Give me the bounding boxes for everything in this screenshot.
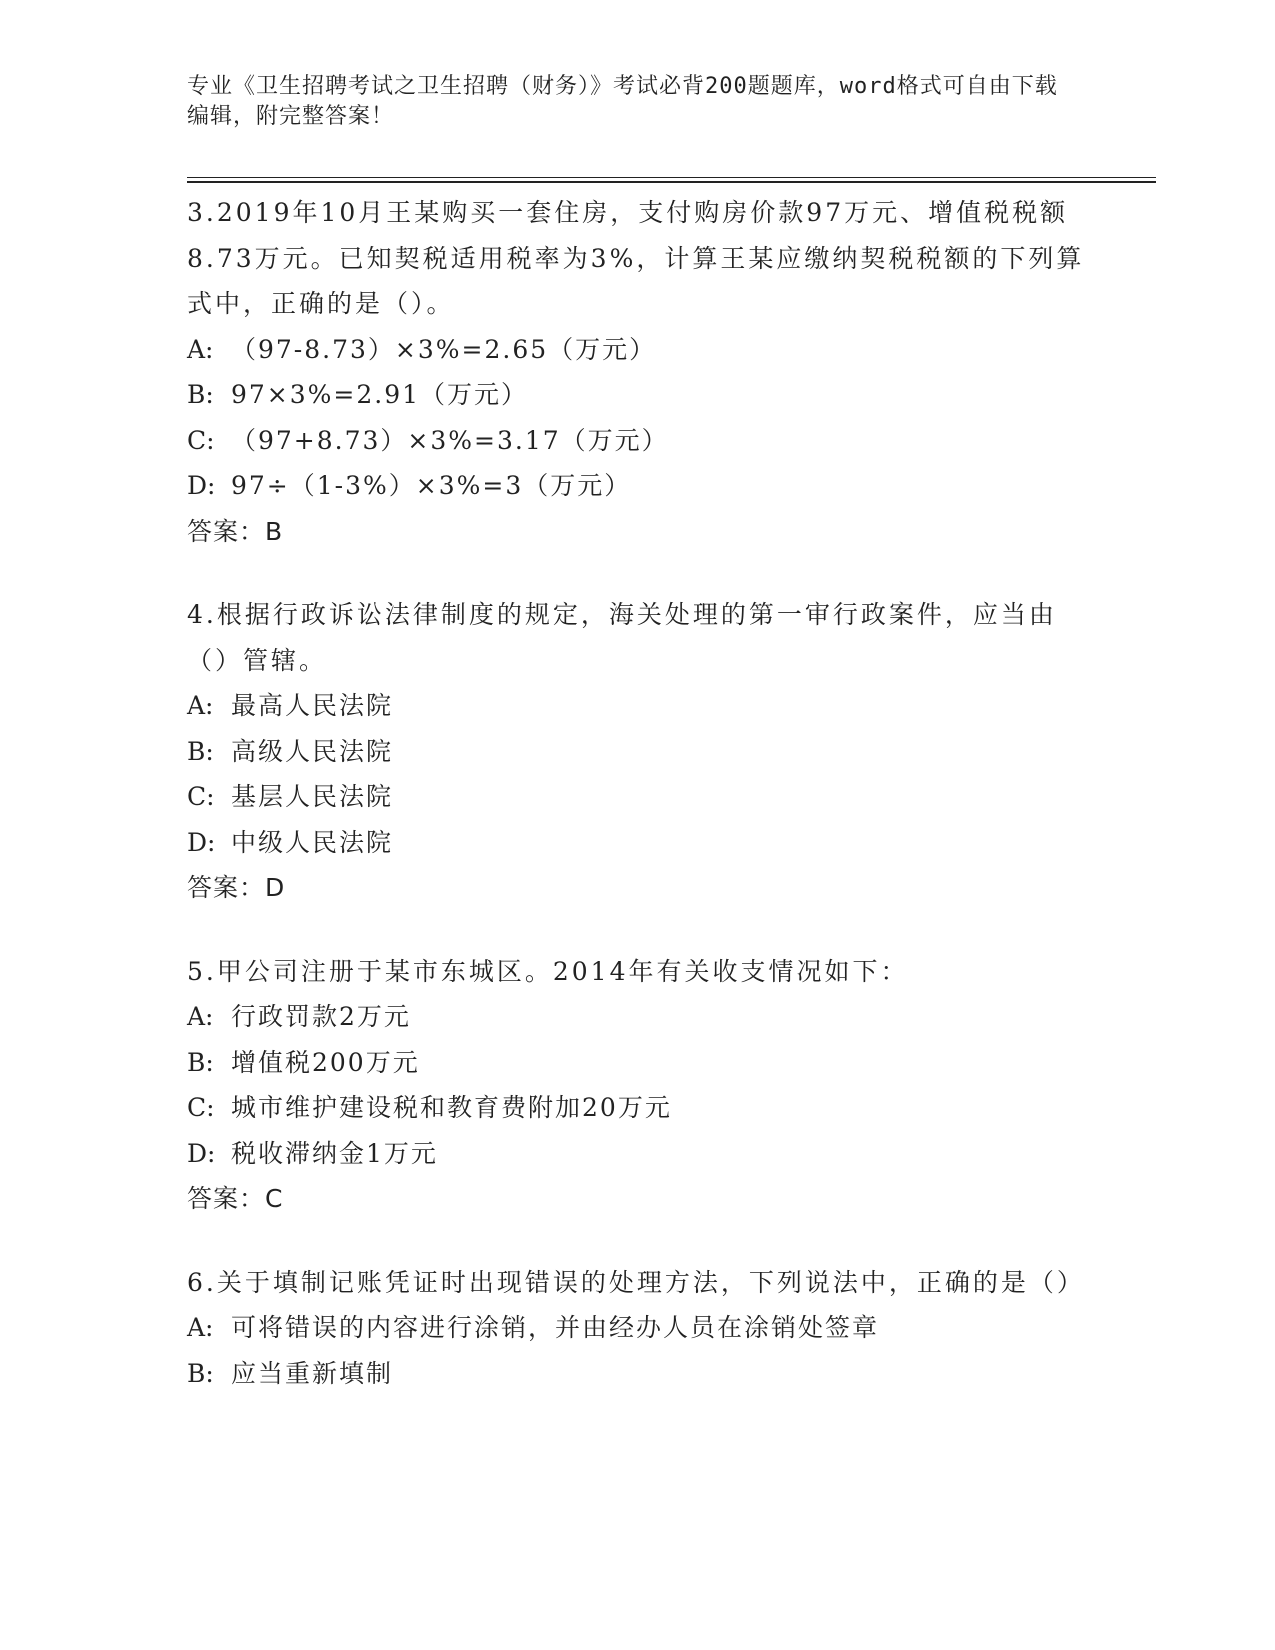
option-letter: B: bbox=[187, 736, 214, 766]
option-d bbox=[187, 1131, 1087, 1177]
option-letter: A: bbox=[187, 691, 214, 720]
option-letter: D: bbox=[187, 827, 216, 857]
option-text: 城市维护建设税和教育费附加20万元 bbox=[231, 1093, 672, 1122]
option-text: （97-8.73）×3%=2.65（万元） bbox=[231, 334, 657, 364]
option-text: 应当重新填制 bbox=[231, 1358, 394, 1388]
option-b bbox=[187, 729, 1087, 775]
question-text: 3.2019年10月王某购买一套住房，支付购房价款97万元、增值税税额8.73万元。已知契税适用税率为3%，计算王某应缴纳契税税额的下列算式中，正确的是（）。 bbox=[187, 198, 1085, 318]
question-6 bbox=[187, 1260, 1087, 1397]
option-d bbox=[187, 820, 1087, 866]
header-divider-thin bbox=[187, 177, 1156, 178]
question-4 bbox=[187, 592, 1087, 911]
option-text: 高级人民法院 bbox=[231, 736, 394, 766]
option-letter: C: bbox=[187, 425, 215, 455]
option-text: 税收滞纳金1万元 bbox=[231, 1138, 438, 1168]
option-letter: A: bbox=[187, 1313, 214, 1342]
answer-label: 答案：C bbox=[187, 1184, 284, 1213]
option-text: 97×3%=2.91（万元） bbox=[231, 380, 529, 409]
option-text: 97÷（1-3%）×3%=3（万元） bbox=[231, 471, 632, 500]
question-3 bbox=[187, 190, 1087, 554]
option-text: 可将错误的内容进行涂销，并由经办人员在涂销处签章 bbox=[231, 1313, 880, 1342]
option-c bbox=[187, 418, 1087, 464]
option-text: 中级人民法院 bbox=[231, 827, 394, 857]
option-a bbox=[187, 683, 1087, 729]
option-b bbox=[187, 372, 1087, 418]
option-letter: B: bbox=[187, 1047, 214, 1077]
question-5 bbox=[187, 949, 1087, 1222]
question-text: 5.甲公司注册于某市东城区。2014年有关收支情况如下： bbox=[187, 956, 909, 986]
option-text: （97+8.73）×3%=3.17（万元） bbox=[231, 425, 669, 455]
option-c bbox=[187, 1085, 1087, 1131]
option-b bbox=[187, 1351, 1087, 1397]
document-header: 专业《卫生招聘考试之卫生招聘（财务）》考试必背200题题库，word格式可自由下载编辑，附完整答案！ bbox=[187, 74, 1058, 129]
answer-label: 答案：D bbox=[187, 873, 286, 902]
header-divider-thick bbox=[187, 181, 1156, 183]
option-text: 增值税200万元 bbox=[231, 1047, 420, 1077]
answer-label: 答案：B bbox=[187, 516, 284, 546]
option-letter: A: bbox=[187, 1002, 214, 1031]
option-a bbox=[187, 994, 1087, 1040]
option-a bbox=[187, 327, 1087, 373]
option-letter: C: bbox=[187, 782, 215, 811]
option-letter: D: bbox=[187, 1138, 216, 1168]
option-letter: C: bbox=[187, 1093, 215, 1122]
question-text: 6.关于填制记账凭证时出现错误的处理方法，下列说法中，正确的是（） bbox=[187, 1267, 1085, 1297]
option-d bbox=[187, 463, 1087, 509]
option-letter: D: bbox=[187, 471, 216, 500]
option-letter: B: bbox=[187, 380, 214, 409]
question-list bbox=[187, 190, 1087, 1434]
option-text: 最高人民法院 bbox=[231, 691, 394, 720]
option-a bbox=[187, 1305, 1087, 1351]
option-c bbox=[187, 774, 1087, 820]
question-text: 4.根据行政诉讼法律制度的规定，海关处理的第一审行政案件，应当由（）管辖。 bbox=[187, 600, 1057, 675]
option-letter: B: bbox=[187, 1358, 214, 1388]
option-letter: A: bbox=[187, 334, 214, 364]
option-text: 行政罚款2万元 bbox=[231, 1002, 411, 1031]
option-text: 基层人民法院 bbox=[231, 782, 394, 811]
option-b bbox=[187, 1040, 1087, 1086]
